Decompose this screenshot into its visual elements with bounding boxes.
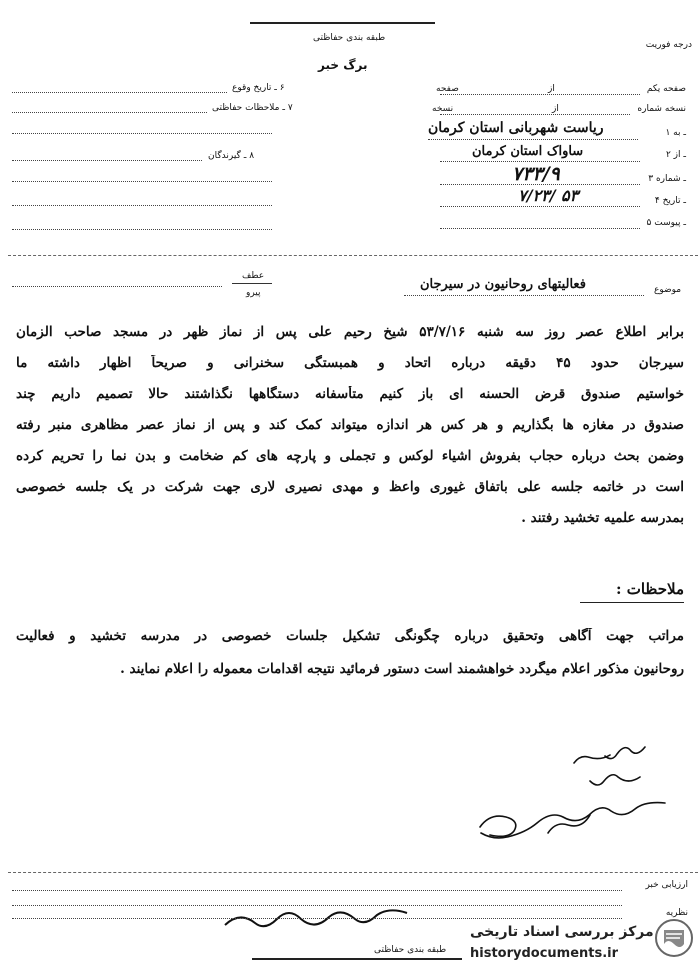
- from-value: ساواک استان کرمان: [472, 144, 584, 159]
- number-line: [440, 184, 640, 185]
- date-value: ۷/۲۳/ ۵۳: [518, 186, 579, 205]
- page-line: [440, 94, 640, 95]
- to-line: [428, 139, 638, 140]
- classification-bottom: طبقه بندی حفاظتی: [374, 945, 447, 955]
- body-line-5: وضمن بحث درباره حجاب بفروش اشیاء لوکس و تجملی و پارچه های کم ضخامت و بدن نما را تحریم کرده: [16, 448, 684, 464]
- remarks-line-1: مراتب جهت آگاهی وتحقیق درباره چگونگی تشکیل جلسات خصوصی در مدرسه تخشید و فعالیت: [16, 628, 684, 644]
- copy-line: [440, 114, 630, 115]
- number-label: ۳ ـ شماره: [648, 174, 686, 184]
- evaluation-label: ارزیابی خبر: [645, 880, 688, 890]
- remarks-heading: ملاحظات :: [615, 580, 684, 598]
- header-separator: [8, 255, 698, 256]
- remarks-line-2: روحانیون مذکور اعلام میگردد خواهشمند است دستور فرمائید نتیجه اقدامات معموله را اعلام نمایند .: [120, 661, 684, 677]
- urgency-label: درجه فوریت: [645, 40, 692, 50]
- subject-value: فعالیتهای روحانیون در سیرجان: [420, 277, 586, 292]
- subject-line: [404, 295, 644, 296]
- from-label: ۲ ـ از: [665, 150, 686, 160]
- watermark-logo: [654, 918, 694, 958]
- opinion-label: نظریه: [665, 908, 688, 918]
- scroll-emblem-icon: [654, 943, 694, 962]
- watermark-title: مرکز بررسی اسناد تاریخی: [470, 924, 654, 940]
- stamp-line-2: پیرو: [246, 288, 261, 298]
- watermark-url: historydocuments.ir: [470, 946, 619, 961]
- classification-top: طبقه بندی حفاظتی: [313, 33, 386, 43]
- copy-from: از: [552, 104, 559, 114]
- body-line-7: بمدرسه علمیه تخشید رفتند .: [521, 510, 684, 526]
- recipients-line-2: [12, 181, 272, 182]
- date-of-event-line: [12, 92, 227, 93]
- copy-unit: نسخه: [432, 104, 454, 114]
- recipients-label: ۸ ـ گیرندگان: [208, 151, 255, 161]
- to-value: ریاست شهربانی استان کرمان: [428, 120, 604, 136]
- footer-separator: [8, 872, 698, 873]
- number-value: ۷۳۳/۹: [512, 163, 560, 185]
- opinion-line: [12, 918, 622, 919]
- body-line-6: است در خاتمه جلسه علی باتفاق غیوری واعظ و مهدی نصیری لاری جهت شرکت در یک جلسه خصوصی: [16, 479, 684, 495]
- evaluation-line-1: [12, 890, 622, 891]
- handwritten-signature: [440, 735, 680, 855]
- body-line-2: سیرجان حدود ۴۵ دقیقه درباره اتحاد و همبستگی سخنرانی و صریحاً اظهار داشته ما: [16, 355, 684, 371]
- body-line-4: صندوق در مغازه ها بگذاریم و هر کس هر اندازه میتواند کمک کند و پس از نماز عصر مظاهری منبر رفته: [16, 417, 684, 433]
- security-notes-label: ۷ ـ ملاحظات حفاظتی: [212, 103, 293, 113]
- recipients-line-1: [12, 160, 202, 161]
- attachment-line: [440, 228, 640, 229]
- top-rule: [250, 22, 435, 24]
- subject-label: موضوع: [654, 285, 682, 295]
- page-from: از: [548, 84, 555, 94]
- recipients-line-4: [12, 229, 272, 230]
- stamp-divider: [232, 283, 272, 284]
- body-line-3: خواستیم صندوق قرض الحسنه ای باز کنیم متأسفانه دستگاهها نگذاشتند حالا تصمیم داریم چند: [16, 386, 684, 402]
- recipients-line-3: [12, 205, 272, 206]
- copy-label: نسخه شماره: [637, 104, 686, 114]
- security-notes-line-2: [12, 133, 272, 134]
- body-line-1: برابر اطلاع عصر روز سه شنبه ۵۳/۷/۱۶ شیخ رحیم علی پس از نماز ظهر در مسجد صاحب الزمان: [16, 324, 684, 340]
- date-of-event-label: ۶ ـ تاریخ وقوع: [232, 83, 285, 93]
- attachment-label: ۵ ـ پیوست: [646, 218, 686, 228]
- page-unit: صفحه: [436, 84, 459, 94]
- handwritten-scrawl: [220, 905, 420, 939]
- remarks-underline: [580, 602, 684, 603]
- to-label: ۱ ـ به: [665, 128, 686, 138]
- security-notes-line-1: [12, 112, 207, 113]
- bottom-rule: [252, 958, 462, 960]
- date-label: ۴ ـ تاریخ: [654, 196, 686, 206]
- date-line: [440, 206, 640, 207]
- stamp-line-1: عطف: [242, 271, 265, 281]
- form-title: برگ خبر: [318, 58, 368, 72]
- from-line: [440, 161, 640, 162]
- page-label: صفحه یکم: [646, 84, 686, 94]
- stamp-line-left: [12, 286, 222, 287]
